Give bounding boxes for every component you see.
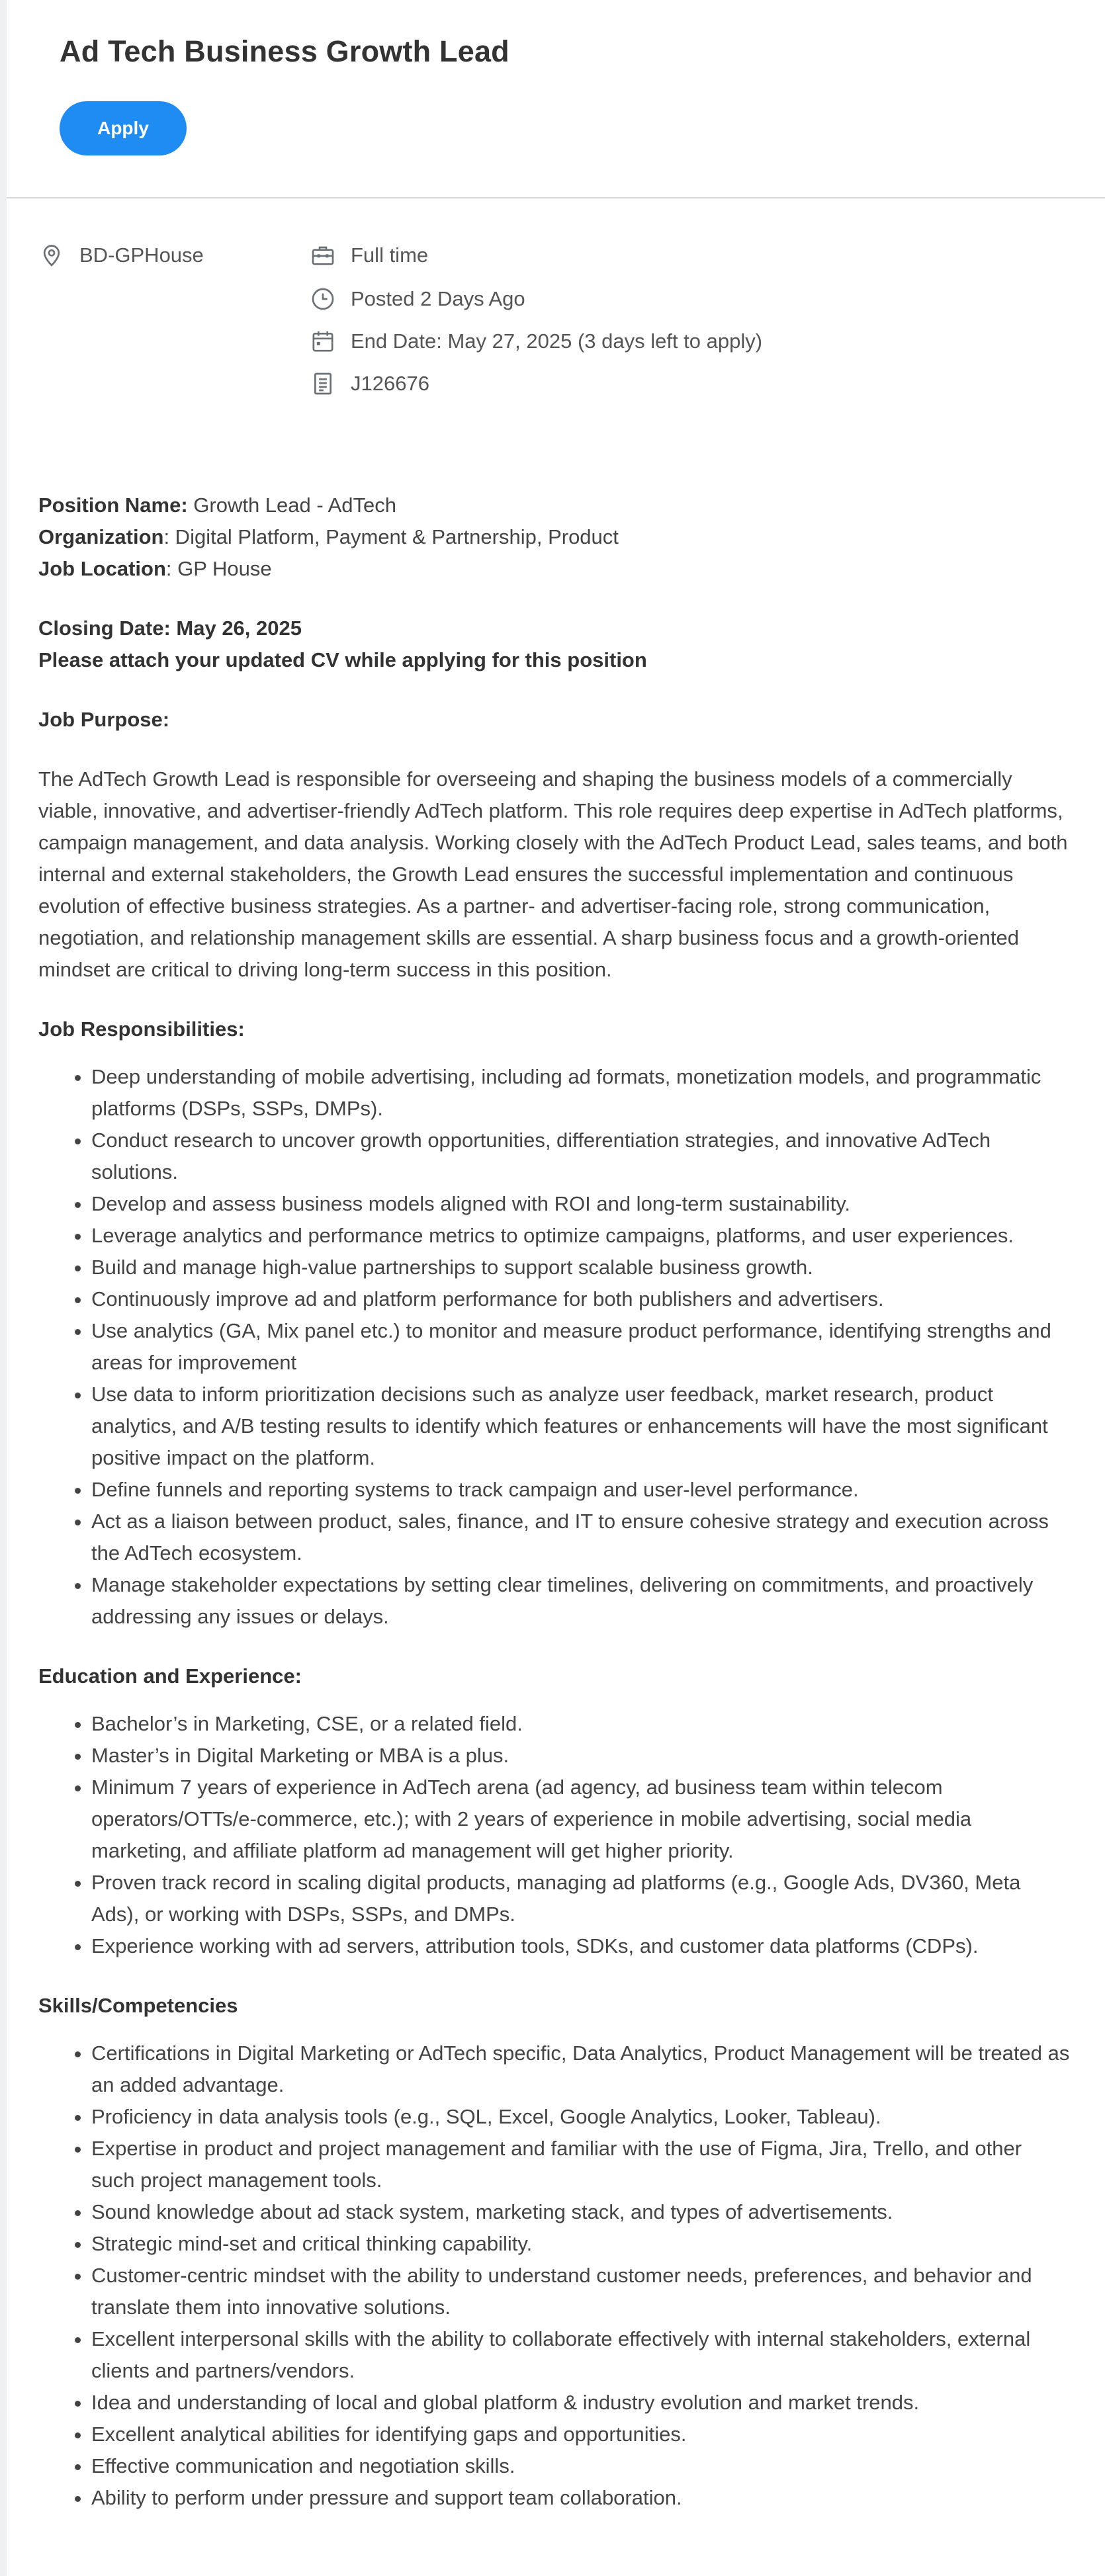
organization-value: : Digital Platform, Payment & Partnership, Product	[163, 525, 619, 548]
left-edge-strip	[0, 0, 7, 2576]
list-item: • Excellent analytical abilities for identifying gaps and opportunities.	[91, 2419, 1071, 2450]
list-item: • Act as a liaison between product, sales, finance, and IT to ensure cohesive strategy and execution across the AdTech ecosystem.	[91, 1506, 1071, 1569]
list-item: • Master’s in Digital Marketing or MBA is a plus.	[91, 1740, 1071, 1772]
list-item: • Develop and assess business models aligned with ROI and long-term sustainability.	[91, 1188, 1071, 1220]
position-label: Position Name:	[38, 494, 188, 517]
list-item: • Deep understanding of mobile advertising, including ad formats, monetization models, and programmatic platforms (DSPs, SSPs, DMPs).	[91, 1061, 1071, 1125]
list-item: • Certifications in Digital Marketing or AdTech specific, Data Analytics, Product Management will be treated as an added advantage.	[91, 2038, 1071, 2101]
job-header	[7, 0, 1105, 198]
clock-icon	[310, 286, 336, 312]
location-pin-icon	[38, 242, 65, 269]
briefcase-icon	[310, 242, 336, 269]
list-item: • Sound knowledge about ad stack system, marketing stack, and types of advertisements.	[91, 2196, 1071, 2228]
list-item: • Expertise in product and project management and familiar with the use of Figma, Jira, Trello, and other such project management tools.	[91, 2133, 1071, 2196]
meta-end-date	[310, 328, 762, 355]
time-type-text: Full time	[351, 243, 429, 267]
list-item: • Ability to perform under pressure and support team collaboration.	[91, 2482, 1071, 2514]
organization-line	[38, 521, 1071, 553]
job-purpose-heading: Job Purpose:	[38, 708, 170, 731]
list-item: • Effective communication and negotiation skills.	[91, 2450, 1071, 2482]
closing-date: Closing Date: May 26, 2025	[38, 617, 302, 640]
end-date-text: End Date: May 27, 2025 (3 days left to apply)	[351, 329, 763, 353]
list-item: • Conduct research to uncover growth opportunities, differentiation strategies, and innovative AdTech solutions.	[91, 1125, 1071, 1188]
job-id-text: J126676	[351, 372, 429, 395]
meta-job-id	[310, 370, 429, 397]
list-item: • Experience working with ad servers, attribution tools, SDKs, and customer data platforms (CDPs).	[91, 1930, 1071, 1962]
meta-location	[38, 242, 204, 269]
list-item: • Define funnels and reporting systems to track campaign and user-level performance.	[91, 1474, 1071, 1506]
header-divider	[7, 197, 1105, 198]
meta-time-type	[310, 242, 428, 269]
meta-posted	[310, 286, 525, 312]
skills-heading: Skills/Competencies	[38, 1994, 238, 2017]
job-location-value: : GP House	[165, 557, 272, 580]
list-item: • Build and manage high-value partnerships to support scalable business growth.	[91, 1252, 1071, 1283]
list-item: • Excellent interpersonal skills with the ability to collaborate effectively with internal stakeholders, external clients and partners/vendors.	[91, 2323, 1071, 2387]
job-purpose-text: The AdTech Growth Lead is responsible for overseeing and shaping the business models of a commercially viable, innovative, and advertiser-friendly AdTech platform. This role requires deep expertise in AdTech platforms, campaign management, and data analysis. Working closely with the AdTech Product Lead, sales teams, and both internal and external stakeholders, the Growth Lead ensures the successful implementation and continuous evolution of effective business strategies. As a partner- and advertiser-facing role, strong communication, negotiation, and relationship management skills are essential. A sharp business focus and a growth-oriented mindset are critical to driving long-term success in this position.	[38, 767, 1068, 981]
job-description	[38, 490, 1071, 2514]
skills-list	[38, 2038, 1071, 2514]
document-icon	[310, 370, 336, 397]
list-item: • Use data to inform prioritization decisions such as analyze user feedback, market research, product analytics, and A/B testing results to identify which features or enhancements will have the most significant positive impact on the platform.	[91, 1379, 1071, 1474]
job-location-line	[38, 553, 1071, 585]
list-item: • Proven track record in scaling digital products, managing ad platforms (e.g., Google Ads, DV360, Meta Ads), or working with DSPs, SSPs, and DMPs.	[91, 1867, 1071, 1930]
position-line	[38, 490, 1071, 521]
list-item: • Manage stakeholder expectations by setting clear timelines, delivering on commitments, and proactively addressing any issues or delays.	[91, 1569, 1071, 1633]
job-title: Ad Tech Business Growth Lead	[60, 34, 509, 68]
position-value: Growth Lead - AdTech	[187, 494, 396, 517]
education-list	[38, 1708, 1071, 1962]
calendar-icon	[310, 328, 336, 355]
job-location-label: Job Location	[38, 557, 166, 580]
location-text: BD-GPHouse	[79, 243, 204, 267]
education-heading: Education and Experience:	[38, 1664, 302, 1688]
responsibilities-heading: Job Responsibilities:	[38, 1017, 245, 1041]
apply-button[interactable]: Apply	[60, 101, 187, 155]
list-item: • Idea and understanding of local and global platform & industry evolution and market trends.	[91, 2387, 1071, 2419]
list-item: • Bachelor’s in Marketing, CSE, or a related field.	[91, 1708, 1071, 1740]
list-item: • Leverage analytics and performance metrics to optimize campaigns, platforms, and user experiences.	[91, 1220, 1071, 1252]
organization-label: Organization	[38, 525, 164, 548]
cv-note: Please attach your updated CV while applying for this position	[38, 648, 647, 671]
list-item: • Strategic mind-set and critical thinking capability.	[91, 2228, 1071, 2260]
list-item: • Use analytics (GA, Mix panel etc.) to monitor and measure product performance, identifying strengths and areas for improvement	[91, 1315, 1071, 1379]
posted-text: Posted 2 Days Ago	[351, 287, 525, 310]
list-item: • Proficiency in data analysis tools (e.g., SQL, Excel, Google Analytics, Looker, Tableau).	[91, 2101, 1071, 2133]
responsibilities-list	[38, 1061, 1071, 1633]
list-item: • Minimum 7 years of experience in AdTech arena (ad agency, ad business team within telecom operators/OTTs/e-commerce, etc.); with 2 years of experience in mobile advertising, social media marketing, and affiliate platform ad management will get higher priority.	[91, 1772, 1071, 1867]
list-item: • Customer-centric mindset with the ability to understand customer needs, preferences, and behavior and translate them into innovative solutions.	[91, 2260, 1071, 2323]
list-item: • Continuously improve ad and platform performance for both publishers and advertisers.	[91, 1283, 1071, 1315]
